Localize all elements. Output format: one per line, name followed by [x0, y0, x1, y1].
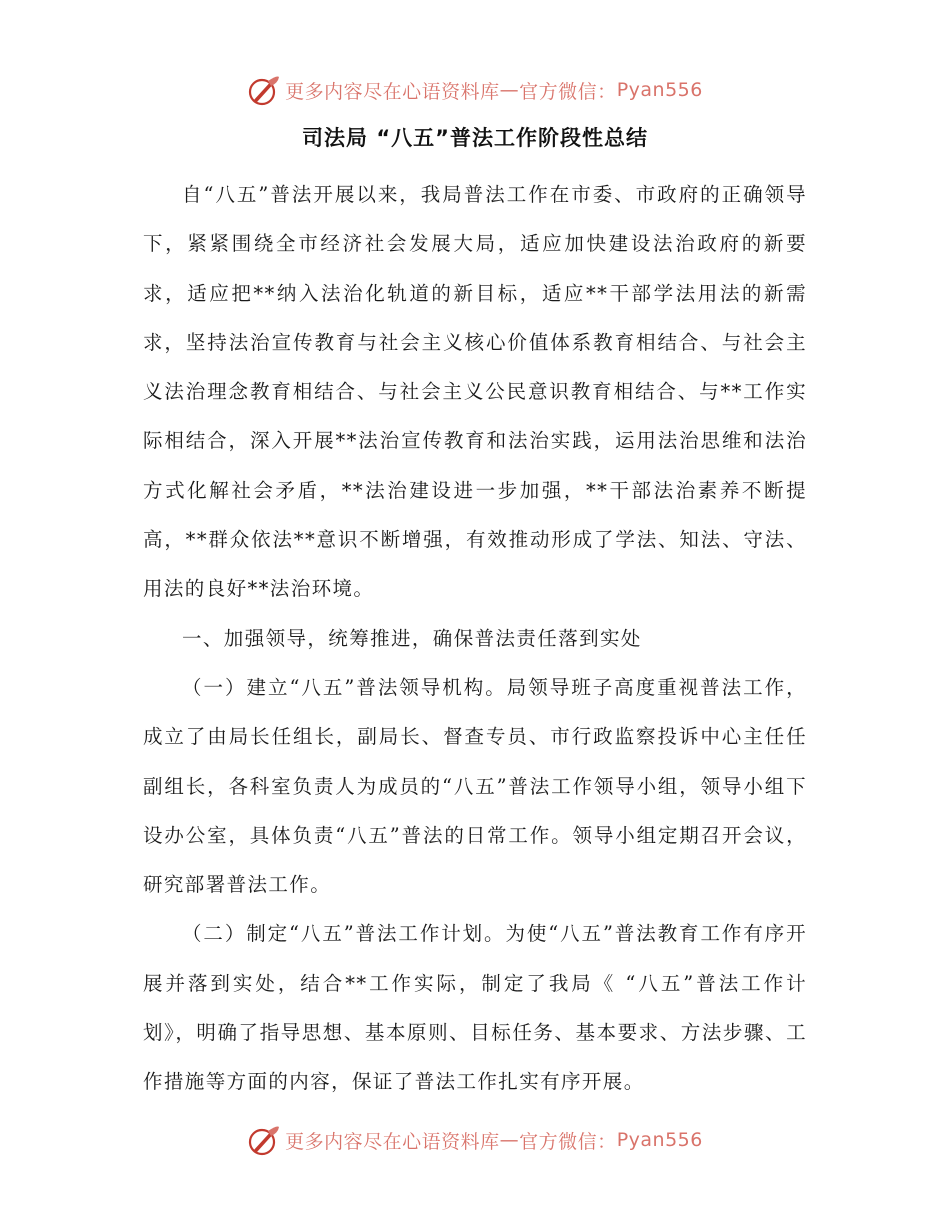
footer-watermark [0, 1120, 950, 1160]
intro-paragraph: 自“八五”普法开展以来，我局普法工作在市委、市政府的正确领导下，紧紧围绕全市经济社会发展大局，适应加快建设法治政府的新要求，适应把**纳入法治化轨道的新目标，适应**干部学法用法的新需求，坚持法治宣传教育与社会主义核心价值体系教育相结合、与社会主义法治理念教育相结合、与社会主义公民意识教育相结合、与**工作实际相结合，深入开展**法治宣传教育和法治实践，运用法治思维和法治方式化解社会矛盾，**法治建设进一步加强，**干部法治素养不断提高，**群众依法**意识不断增强，有效推动形成了学法、知法、守法、用法的良好**法治环境。 [143, 183, 807, 601]
watermark-label: 官方微信： [519, 80, 617, 103]
document-body [143, 170, 807, 1107]
header-watermark [0, 70, 950, 110]
watermark-separator: — [499, 79, 520, 101]
watermark-id: Pyan556 [616, 1129, 703, 1151]
section-heading: 一、加强领导，统筹推进，确保普法责任落到实处 [182, 626, 642, 650]
watermark-label: 官方微信： [519, 1130, 617, 1153]
quill-logo-icon [247, 1123, 281, 1157]
watermark-separator: — [499, 1129, 520, 1151]
watermark-text: 更多内容尽在心语资料库 [285, 80, 500, 103]
subsection-paragraph-1: （一）建立“八五”普法领导机构。局领导班子高度重视普法工作，成立了由局长任组长，副局长、督查专员、市行政监察投诉中心主任任副组长，各科室负责人为成员的“八五”普法工作领导小组，领导小组下设办公室，具体负责“八五”普法的日常工作。领导小组定期召开会议，研究部署普法工作。 [143, 675, 807, 897]
watermark-text: 更多内容尽在心语资料库 [285, 1130, 500, 1153]
quill-logo-icon [247, 73, 281, 107]
document-title: 司法局 “八五”普法工作阶段性总结 [302, 126, 648, 150]
subsection-paragraph-2: （二）制定“八五”普法工作计划。为使“八五”普法教育工作有序开展并落到实处，结合**工作实际，制定了我局《 “八五”普法工作计划》，明确了指导思想、基本原则、目标任务、基本要求、方法步骤、工作措施等方面的内容，保证了普法工作扎实有序开展。 [143, 922, 807, 1094]
watermark-id: Pyan556 [616, 79, 703, 101]
